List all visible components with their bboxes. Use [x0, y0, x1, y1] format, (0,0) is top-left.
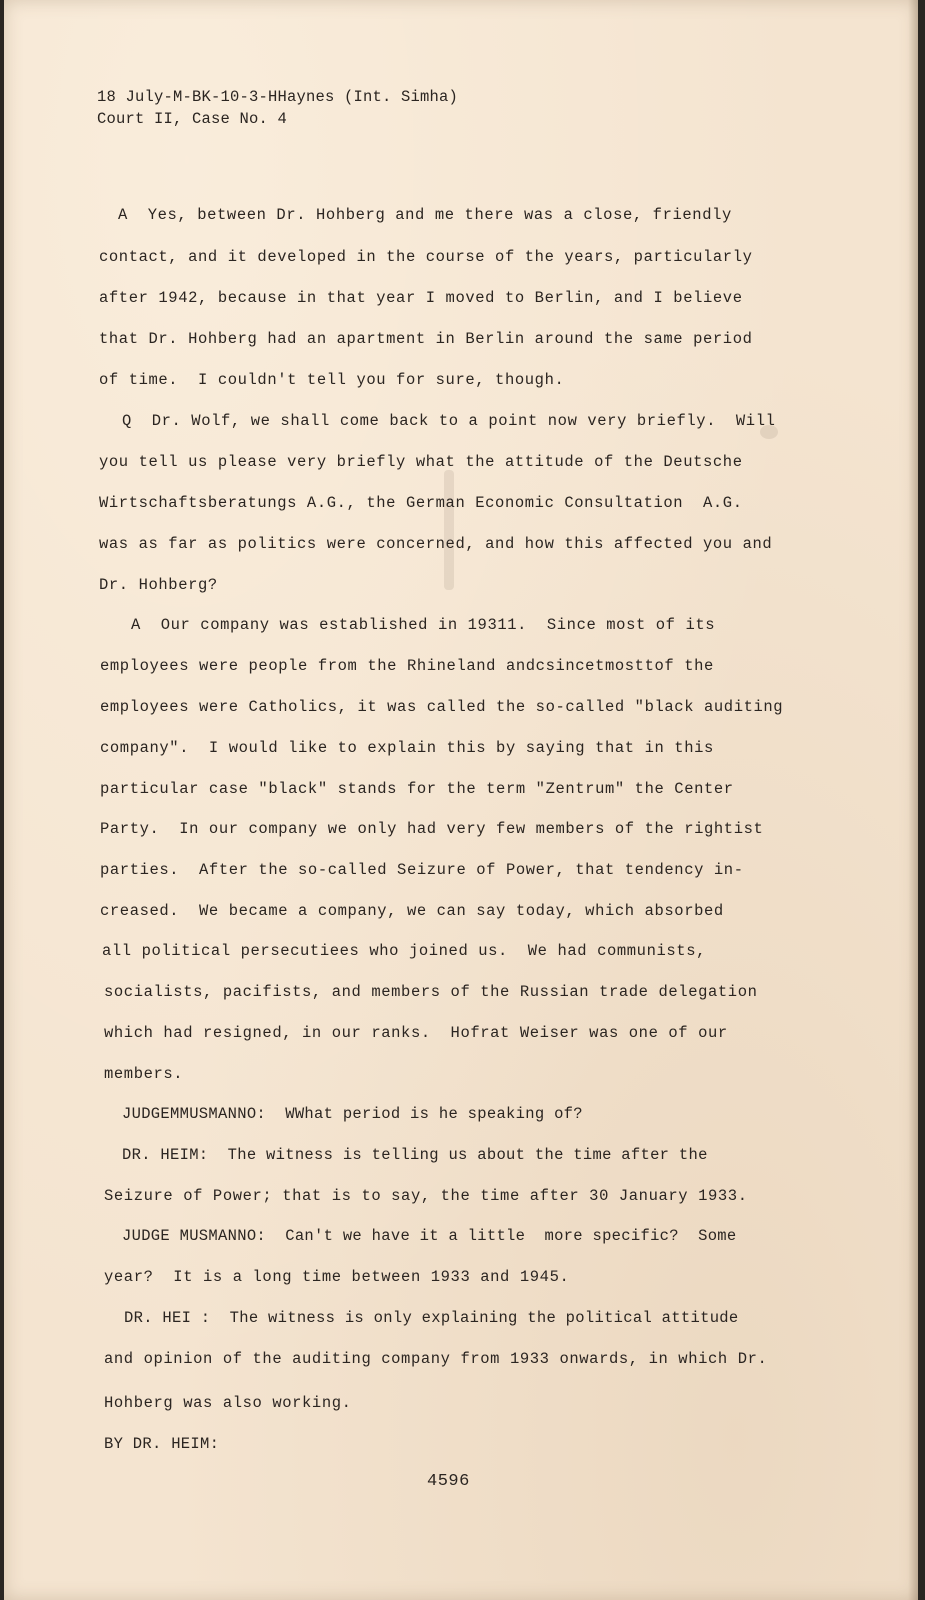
header-line-1: 18 July-M-BK-10-3-HHaynes (Int. Simha): [97, 88, 459, 106]
text-line: Dr. Hohberg?: [99, 576, 218, 594]
text-line: which had resigned, in our ranks. Hofrat Weiser was one of our: [104, 1024, 728, 1042]
text-line: A Yes, between Dr. Hohberg and me there was a close, friendly: [118, 206, 732, 224]
text-line: and opinion of the auditing company from 1933 onwards, in which Dr.: [104, 1350, 768, 1368]
text-line: employees were people from the Rhineland andcsincetmosttof the: [100, 657, 714, 675]
text-line: employees were Catholics, it was called the so-called "black auditing: [100, 698, 784, 716]
text-line: all political persecutiees who joined us. We had communists,: [102, 942, 706, 960]
page-number: 4596: [427, 1472, 470, 1491]
text-line: members.: [104, 1065, 184, 1083]
text-line: BY DR. HEIM:: [104, 1435, 220, 1453]
text-line: A Our company was established in 19311. Since most of its: [131, 616, 716, 634]
text-line: that Dr. Hohberg had an apartment in Berlin around the same period: [99, 330, 753, 348]
text-line: Wirtschaftsberatungs A.G., the German Economic Consultation A.G.: [99, 494, 743, 512]
text-line: Party. In our company we only had very few members of the rightist: [100, 820, 764, 838]
text-line: was as far as politics were concerned, and how this affected you and: [99, 535, 773, 553]
text-line: you tell us please very briefly what the attitude of the Deutsche: [99, 453, 743, 471]
document-page: [4, 0, 918, 1600]
text-line: socialists, pacifists, and members of the Russian trade delegation: [104, 983, 758, 1001]
text-line: year? It is a long time between 1933 and 1945.: [104, 1268, 570, 1286]
text-line: of time. I couldn't tell you for sure, though.: [99, 371, 565, 389]
text-line: Hohberg was also working.: [104, 1394, 352, 1412]
text-line: JUDGE MUSMANNO: Can't we have it a little more specific? Some: [122, 1227, 737, 1245]
transcript-body: [4, 0, 918, 1600]
text-line: DR. HEI : The witness is only explaining the political attitude: [124, 1309, 739, 1327]
text-line: company". I would like to explain this by saying that in this: [100, 739, 714, 757]
text-line: contact, and it developed in the course of the years, particularly: [99, 248, 753, 266]
text-line: particular case "black" stands for the term "Zentrum" the Center: [100, 780, 734, 798]
text-line: Seizure of Power; that is to say, the time after 30 January 1933.: [104, 1187, 748, 1205]
text-line: Q Dr. Wolf, we shall come back to a point now very briefly. Will: [122, 412, 776, 430]
text-line: JUDGEMMUSMANNO: WWhat period is he speaking of?: [122, 1105, 583, 1123]
text-line: after 1942, because in that year I moved to Berlin, and I believe: [99, 289, 743, 307]
header-line-2: Court II, Case No. 4: [97, 110, 288, 128]
text-line: DR. HEIM: The witness is telling us about the time after the: [122, 1146, 708, 1164]
text-line: creased. We became a company, we can say today, which absorbed: [100, 902, 724, 920]
text-line: parties. After the so-called Seizure of Power, that tendency in-: [100, 861, 744, 879]
